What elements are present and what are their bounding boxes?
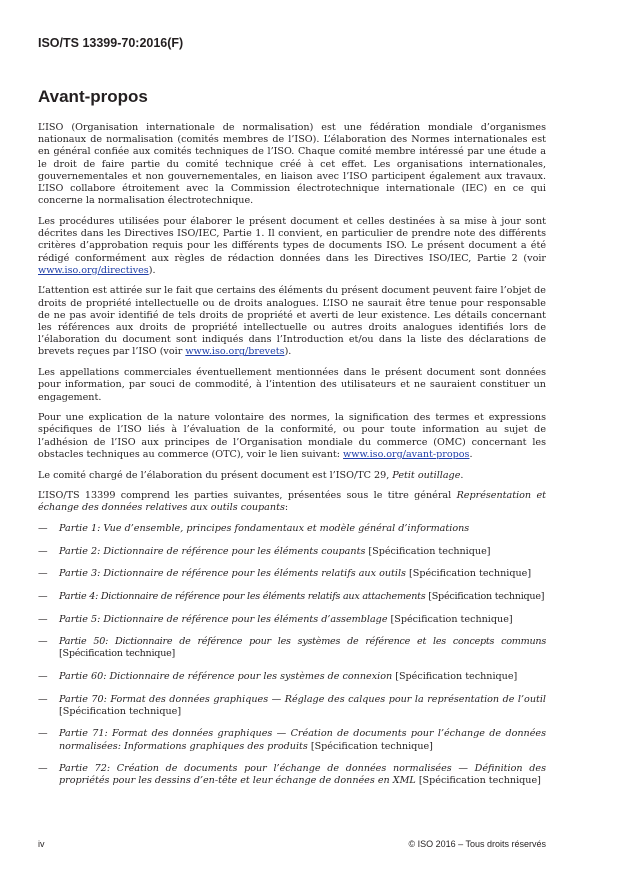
copyright-notice: © ISO 2016 – Tous droits réservés	[408, 839, 546, 849]
part-note: [Spécification technique]	[405, 568, 532, 580]
list-item	[38, 694, 546, 718]
part-title: Partie 3: Dictionnaire de référence pour les éléments relatifs aux outils	[59, 568, 406, 580]
page-title: Avant-propos	[38, 87, 148, 106]
dash-bullet: —	[38, 568, 48, 580]
part-title: Partie 1: Vue d’ensemble, principes fondamentaux et modèle général d’informations	[59, 523, 470, 535]
part-title: Partie 50: Dictionnaire de référence pour les systèmes de référence et les concepts communs	[59, 636, 546, 648]
list-item	[38, 546, 546, 558]
list-item	[38, 523, 546, 535]
part-title: Partie 5: Dictionnaire de référence pour les éléments d’assemblage	[59, 613, 388, 625]
dash-bullet: —	[38, 763, 48, 775]
paragraph-voluntary	[38, 412, 546, 461]
paragraph-procedures-end: ).	[148, 264, 156, 276]
part-title: Partie 70: Format des données graphiques — Réglage des calques pour la représentation de l’outil	[59, 693, 546, 705]
paragraph-committee	[38, 470, 546, 482]
paragraph-parts-intro	[38, 490, 546, 514]
part-title: Partie 71: Format des données graphiques — Création de documents pour l’échange de données normalisées: Informations graphiques des produits	[59, 728, 546, 752]
dash-bullet: —	[38, 693, 48, 705]
paragraph-committee-end: .	[460, 469, 464, 481]
list-item	[38, 614, 546, 626]
paragraph-parts-intro-end: :	[284, 502, 289, 514]
dash-bullet: —	[38, 590, 48, 602]
dash-bullet: —	[38, 636, 48, 648]
document-id: ISO/TS 13399-70:2016(F)	[38, 36, 184, 50]
list-item	[38, 728, 546, 752]
list-item	[38, 568, 546, 580]
paragraph-voluntary-end: .	[469, 448, 473, 460]
list-item	[38, 671, 546, 683]
paragraph-trade-names: Les appellations commerciales éventuellement mentionnées dans le présent document sont données pour information, par souci de commodité, à l’intention des utilisateurs et ne sauraient constituer un engagement.	[38, 367, 546, 403]
dash-bullet: —	[38, 728, 48, 740]
part-title: Partie 60: Dictionnaire de référence pour les systèmes de connexion	[59, 670, 393, 682]
paragraph-parts-intro-text: L’ISO/TS 13399 comprend les parties suivantes, présentées sous le titre général	[38, 490, 457, 502]
part-note: [Spécification technique]	[425, 590, 545, 602]
part-title: Partie 72: Création de documents pour l’échange de données normalisées — Définition des propriétés pour les dessins d’en-tête et leur échange de données en XML	[59, 763, 546, 787]
dash-bullet: —	[38, 545, 48, 557]
list-item	[38, 591, 546, 603]
part-note: [Spécification technique]	[307, 740, 433, 752]
part-note: [Spécification technique]	[365, 545, 491, 557]
part-title: Partie 4: Dictionnaire de référence pour les éléments relatifs aux attachements	[59, 590, 426, 602]
paragraph-patents-text: L’attention est attirée sur le fait que certains des éléments du présent document peuvent faire l’objet de droits de propriété intellectuelle ou de droits analogues. L’ISO ne saurait être tenue pour responsable de ne pas avoir identifié de tels droits de propriété et averti de leur existence. Les détails concernant les références aux droits de propriété intellectuelle ou autres droits analogues identifiés lors de l’élaboration du document sont indiqués dans l’Introduction et/ou dans la liste des déclarations de brevets reçues par l’ISO (voir	[38, 285, 546, 358]
paragraph-patents	[38, 285, 546, 358]
dash-bullet: —	[38, 670, 48, 682]
dash-bullet: —	[38, 523, 48, 535]
paragraph-iso-intro: L’ISO (Organisation internationale de normalisation) est une fédération mondiale d’organismes nationaux de normalisation (comités membres de l’ISO). L’élaboration des Normes internationales est en général confiée aux comités techniques de l’ISO. Chaque comité membre intéressé par une étude a le droit de faire partie du comité technique créé à cet effet. Les organisations internationales, gouvernementales et non gouvernementales, en liaison avec l’ISO participent également aux travaux. L’ISO collabore étroitement avec la Commission électrotechnique internationale (IEC) en ce qui concerne la normalisation électrotechnique.	[38, 122, 546, 207]
committee-title: Petit outillage	[392, 469, 461, 481]
part-note: [Spécification technique]	[387, 613, 513, 625]
part-note: [Spécification technique]	[59, 705, 182, 717]
foreword-body	[38, 122, 546, 798]
list-item	[38, 763, 546, 787]
part-note: [Spécification technique]	[415, 775, 541, 787]
part-note: [Spécification technique]	[392, 670, 518, 682]
paragraph-procedures	[38, 216, 546, 277]
general-title: Représentation et échange des données relatives aux outils coupants	[38, 490, 546, 514]
part-title: Partie 2: Dictionnaire de référence pour les éléments coupants	[59, 545, 366, 557]
paragraph-committee-text: Le comité chargé de l’élaboration du présent document est l’ISO/TC 29,	[38, 469, 393, 481]
directives-link[interactable]: www.iso.org/directives	[38, 264, 149, 276]
paragraph-patents-end: ).	[284, 346, 292, 358]
dash-bullet: —	[38, 613, 48, 625]
patents-link[interactable]: www.iso.org/brevets	[185, 346, 285, 358]
paragraph-voluntary-text: Pour une explication de la nature volontaire des normes, la signification des termes et expressions spécifiques de l’ISO liés à l’évaluation de la conformité, ou pour toute information au sujet de l’adhésion de l’ISO aux principes de l’Organisation mondiale du commerce (OMC) concernant les obstacles techniques au commerce (OTC), voir le lien suivant:	[38, 412, 546, 460]
paragraph-procedures-text: Les procédures utilisées pour élaborer le présent document et celles destinées à sa mise à jour sont décrites dans les Directives ISO/IEC, Partie 1. Il convient, en particulier de prendre note des différents critères d’approbation requis pour les différents types de documents ISO. Le présent document a été rédigé conformément aux règles de rédaction données dans les Directives ISO/IEC, Partie 2 (voir	[38, 215, 546, 264]
foreword-link[interactable]: www.iso.org/avant-propos	[343, 448, 470, 460]
part-note: [Spécification technique]	[59, 648, 176, 660]
parts-list	[38, 523, 546, 787]
list-item	[38, 636, 546, 660]
page-number: iv	[38, 839, 45, 849]
